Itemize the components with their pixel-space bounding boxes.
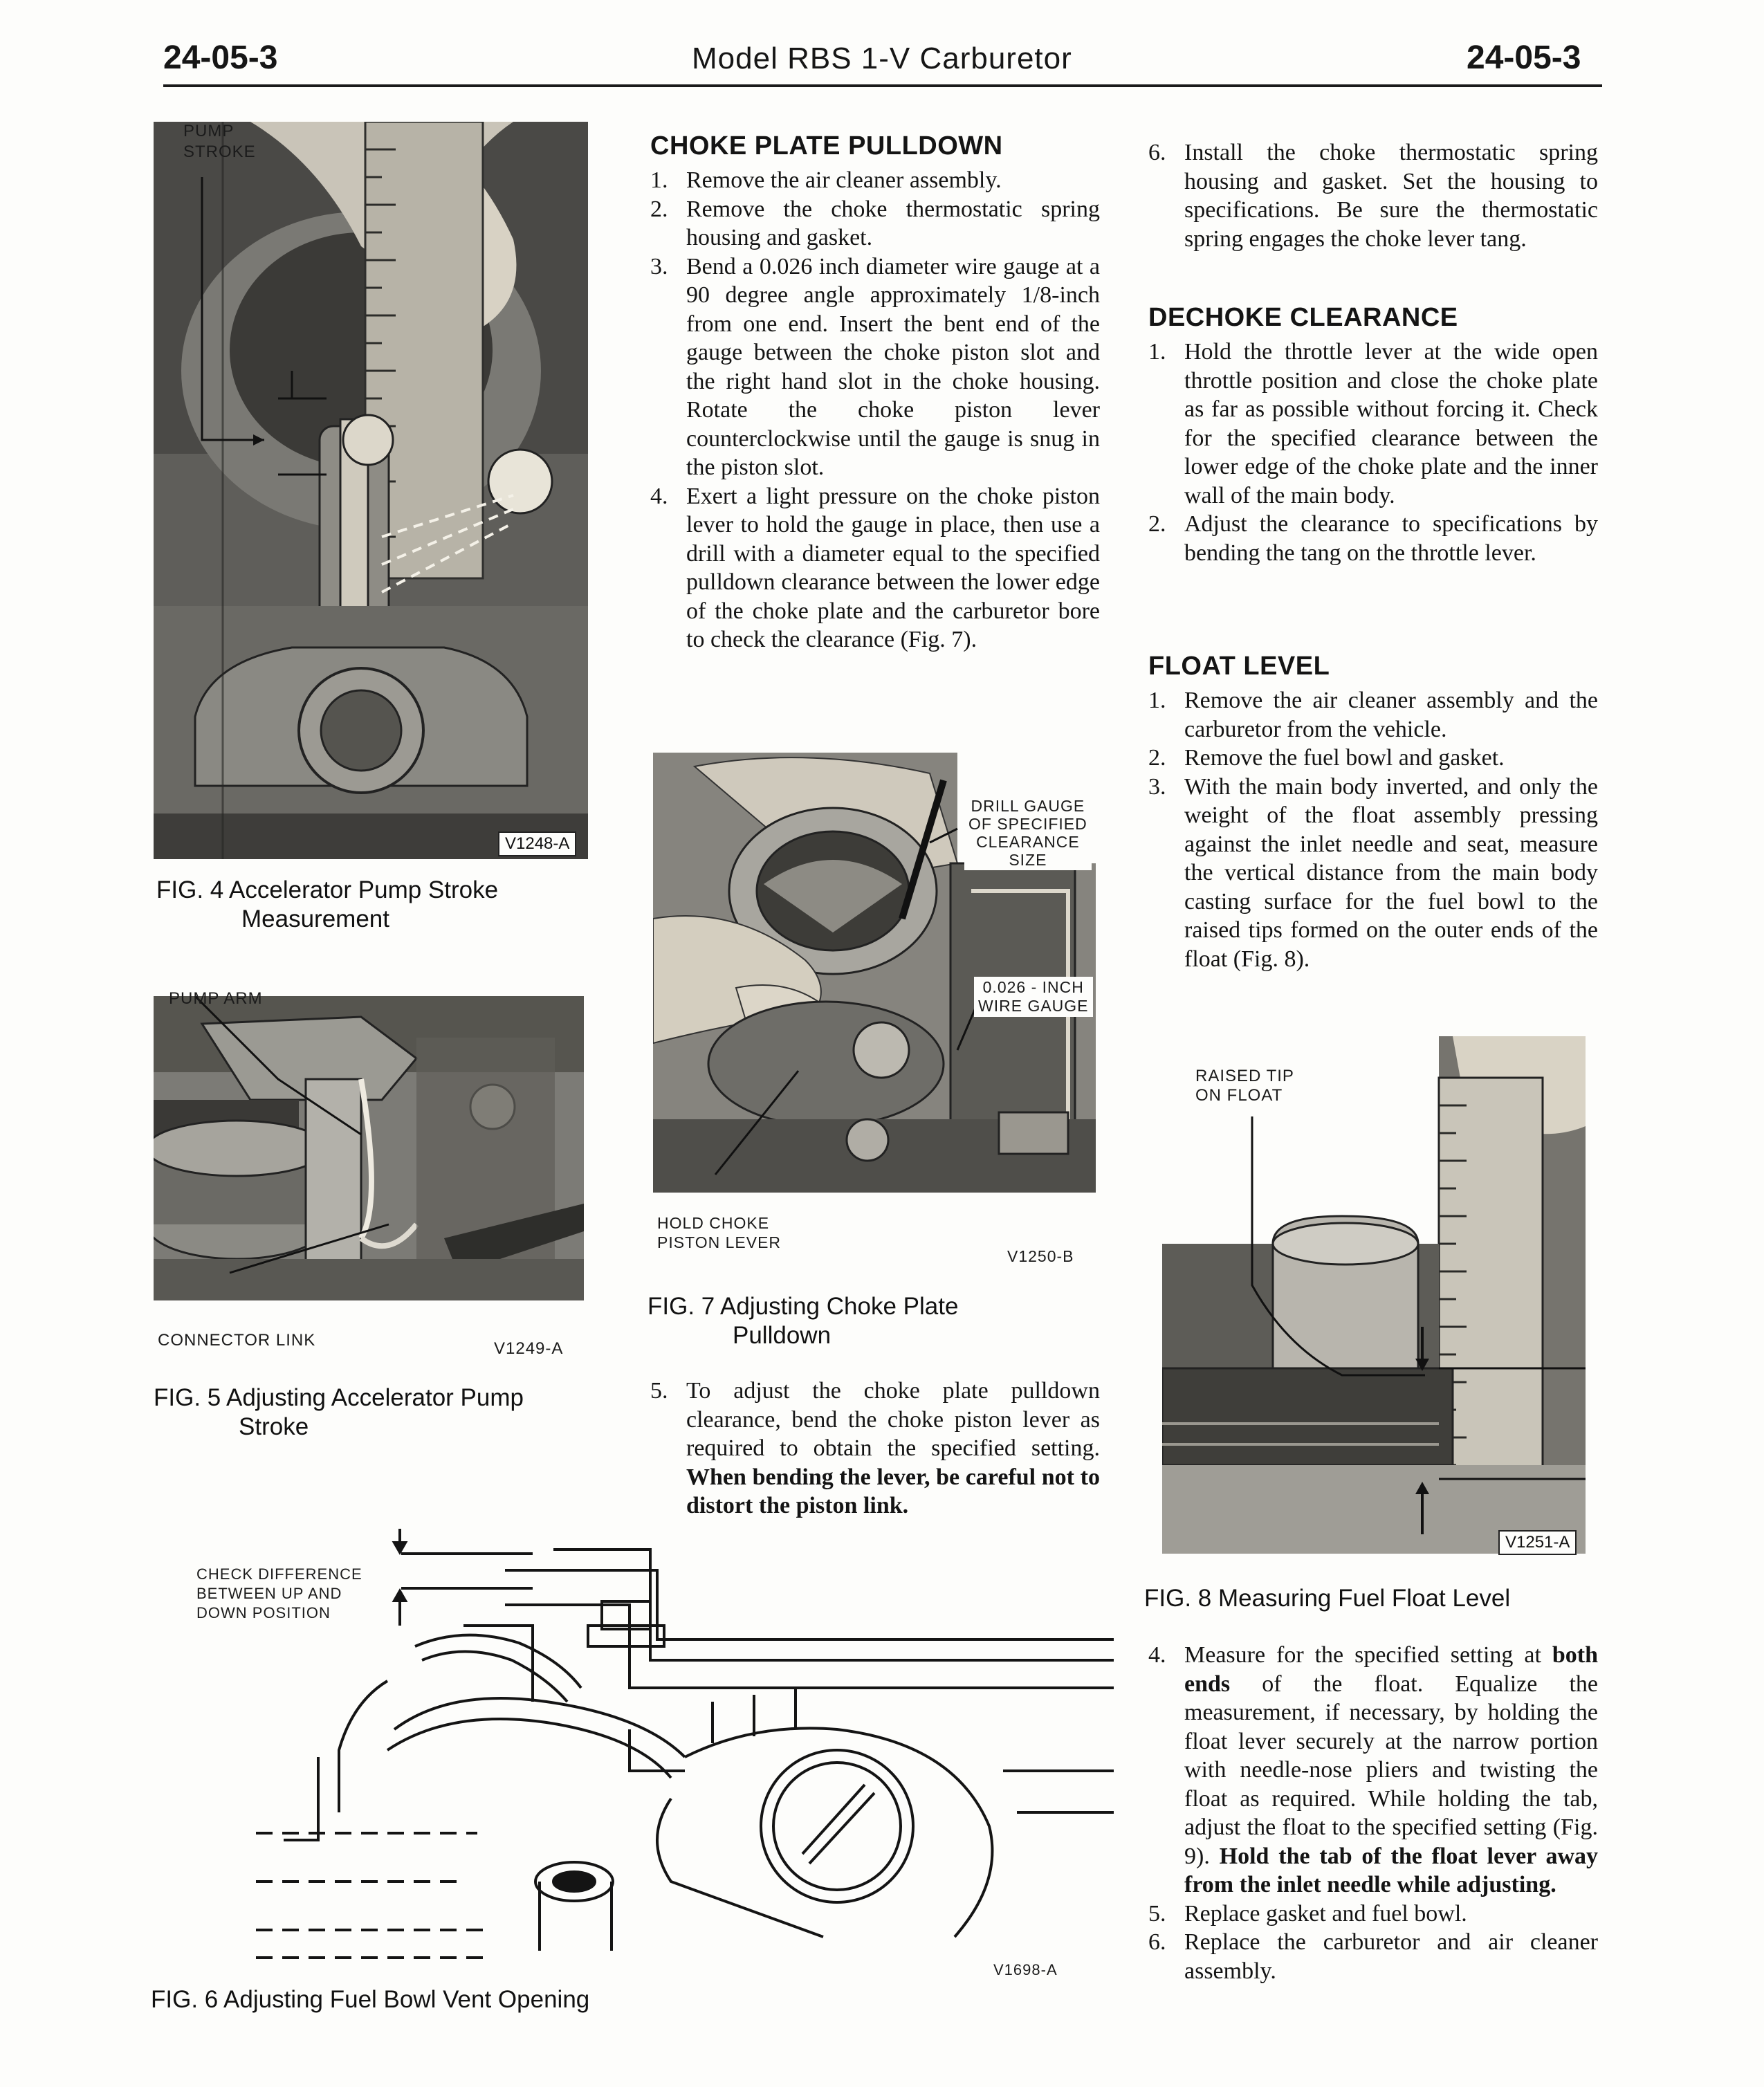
fig5-caption-line1: FIG. 5 Adjusting Accelerator Pump [154, 1384, 524, 1411]
fig4-caption [156, 876, 498, 934]
float-step-5: 5. Replace gasket and fuel bowl. [1148, 1900, 1467, 1927]
fig7-code: V1250-B [1007, 1247, 1074, 1265]
fig7-label-drill: DRILL GAUGE OF SPECIFIED CLEARANCE SIZE [964, 796, 1092, 870]
page-number-right: 24-05-3 [1467, 39, 1581, 76]
fig5-photo [154, 996, 584, 1300]
fig5-label-connector: CONNECTOR LINK [158, 1331, 316, 1350]
float-level-section [1148, 650, 1598, 973]
fig7-label-wire: 0.026 - INCH WIRE GAUGE [974, 977, 1093, 1017]
header-rule [163, 84, 1602, 87]
fig7-caption-line1: FIG. 7 Adjusting Choke Plate [647, 1293, 959, 1320]
float-step-1: 1. Remove the air cleaner assembly and the carburetor from the vehicle. [1148, 688, 1598, 742]
choke-pulldown-heading: CHOKE PLATE PULLDOWN [650, 131, 1003, 160]
fig7-caption [647, 1292, 958, 1350]
fig6-code: V1698-A [993, 1961, 1058, 1978]
fig8-caption: FIG. 8 Measuring Fuel Float Level [1144, 1585, 1511, 1612]
choke-step-5: 5. To adjust the choke plate pulldown clearance, bend the choke piston lever as required to obtain the specified setting. When bending the lever, be careful not to distort the piston link. [650, 1378, 1100, 1518]
float-step-4: 4. Measure for the specified setting at both ends of the float. Equalize the measurement, if necessary, by holding the float lever securely at the narrow portion with needle-nose pliers and twisting the float as required. While holding the tab, adjust the float to the specified setting (Fig. 9). Hold the tab of the float lever away from the inlet needle while adjusting. [1148, 1642, 1599, 1897]
page-number-left: 24-05-3 [163, 39, 278, 76]
choke-step-1: 1. Remove the air cleaner assembly. [650, 167, 1002, 193]
fig7-caption-line2: Pulldown [733, 1322, 832, 1349]
page-title: Model RBS 1-V Carburetor [692, 42, 1072, 75]
fig6-caption: FIG. 6 Adjusting Fuel Bowl Vent Opening [151, 1986, 590, 2013]
fig8-photo [1162, 1036, 1586, 1554]
choke-step-5-warning: When bending the lever, be careful not to distort the piston link. [686, 1464, 1100, 1518]
float-step-2: 2. Remove the fuel bowl and gasket. [1148, 745, 1505, 771]
fig5-label-pump-arm: PUMP ARM [169, 989, 263, 1008]
dechoke-step-2: 2. Adjust the clearance to specifications by bending the tang on the throttle lever. [1148, 511, 1598, 566]
fig5-code: V1249-A [494, 1339, 564, 1358]
fig7-label-hold: HOLD CHOKE PISTON LEVER [653, 1212, 785, 1253]
fig4-caption-line2: Measurement [241, 905, 389, 932]
dechoke-step-1: 1. Hold the throttle lever at the wide open throttle position and close the choke plate as far as possible without forcing it. Check for the specified clearance between the lower edge of the choke plate and the inner wall of the main body. [1148, 339, 1598, 508]
fig8-label: RAISED TIP ON FLOAT [1191, 1065, 1298, 1107]
fig4-label-pump: PUMP [183, 122, 235, 140]
float-steps-4-6 [1148, 1641, 1598, 1985]
fig6-drawing [256, 1522, 1114, 1978]
fig8-code: V1251-A [1498, 1530, 1577, 1555]
fig5-caption-line2: Stroke [239, 1413, 309, 1440]
choke-pulldown-section [650, 130, 1100, 654]
fig4-caption-line1: FIG. 4 Accelerator Pump Stroke [156, 876, 499, 903]
fig6-label-line1: CHECK DIFFERENCE [196, 1565, 362, 1583]
fig4-photo [154, 122, 588, 859]
dechoke-heading: DECHOKE CLEARANCE [1148, 303, 1458, 332]
fig6-label-line2: BETWEEN UP AND [196, 1585, 342, 1602]
col3-top-step6: 6. Install the choke thermostatic spring housing and gasket. Set the housing to specifications. Be sure the thermostatic spring engages the choke lever tang. [1148, 140, 1598, 252]
dechoke-section [1148, 302, 1598, 567]
float-step-3: 3. With the main body inverted, and only the weight of the float assembly pressing against the inlet needle and seat, measure the vertical distance from the main body casting surface for the fuel bowl to the raised tips formed on the outer ends of the float (Fig. 8). [1148, 773, 1598, 972]
fig4-code: V1248-A [498, 831, 576, 856]
choke-step-2: 2. Remove the choke thermostatic spring housing and gasket. [650, 196, 1100, 250]
choke-step-4: 4. Exert a light pressure on the choke piston lever to hold the gauge in place, then use a drill with a diameter equal to the specified pulldown clearance between the lower edge of the choke plate and the carburetor bore to check the clearance (Fig. 7). [650, 483, 1100, 652]
fig5-caption [154, 1383, 524, 1442]
fig4-label-stroke: STROKE [183, 142, 256, 161]
float-level-heading: FLOAT LEVEL [1148, 652, 1330, 681]
float-step-6: 6. Replace the carburetor and air cleaner assembly. [1148, 1929, 1598, 1984]
choke-step-3: 3. Bend a 0.026 inch diameter wire gauge at a 90 degree angle approximately 1/8-inch from one end. Insert the bent end of the gauge between the choke piston slot and the right hand slot in the choke housing. Rotate the choke piston lever counterclockwise until the gauge is snug in the piston slot. [650, 253, 1100, 480]
fig6-label-line3: DOWN POSITION [196, 1604, 331, 1621]
choke-pulldown-steps [650, 166, 1100, 654]
